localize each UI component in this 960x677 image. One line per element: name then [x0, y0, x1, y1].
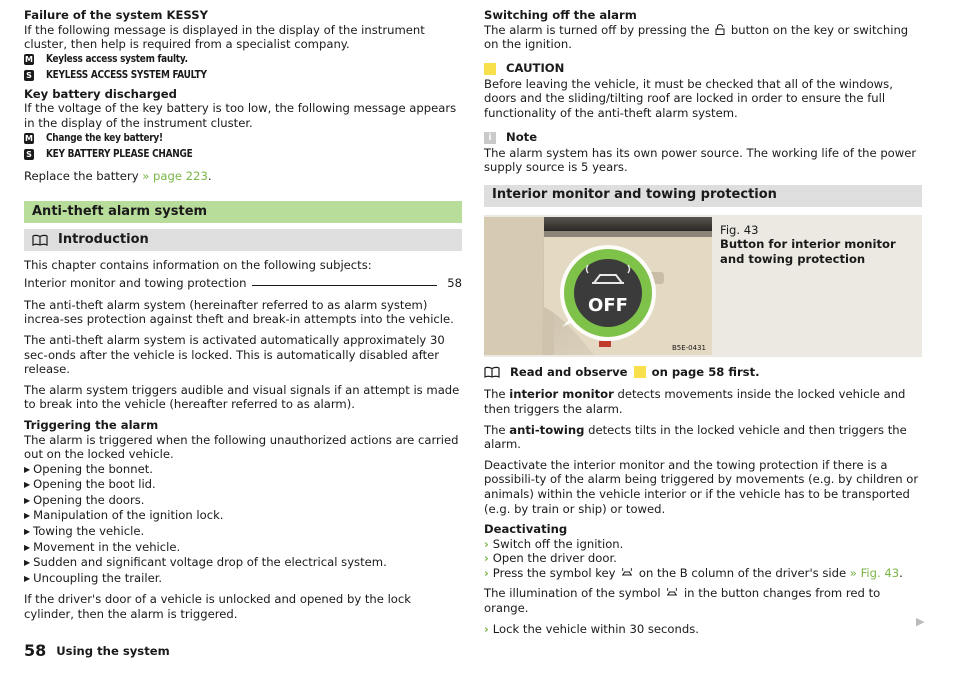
trigger-text: The alarm is triggered when the following unauthorized actions are carried out on the locked vehicle. — [24, 432, 459, 462]
caution-title: CAUTION — [506, 61, 565, 76]
figure-photo — [484, 217, 712, 355]
toc-page-number: 58 — [447, 276, 462, 291]
list-item: ▶ Sudden and significant voltage drop of the electrical system. — [24, 555, 387, 570]
step-item: › Press the symbol key on the B column of the driver's side » Fig. 43. — [484, 565, 903, 580]
section-title: Anti-theft alarm system — [32, 203, 208, 219]
battery-heading: Key battery discharged — [24, 86, 177, 101]
car-interior-photo — [484, 217, 712, 355]
caution-header — [484, 61, 922, 77]
list-item: ▶ Towing the vehicle. — [24, 524, 145, 539]
display-s-icon: S — [24, 149, 34, 160]
intro-text: This chapter contains information on the following subjects: — [24, 258, 372, 273]
illumination-para: The illumination of the symbol in the button changes from red to orange. — [484, 586, 881, 616]
deactivate-para: Deactivate the interior monitor and the towing protection if there is a possibili-ty of the alarm being triggered by movements (e.g. by children or animals) within the vehicle interior or if the vehicle has to be transported (e.g. by train or ship) or towed. — [484, 457, 919, 516]
car-alarm-symbol-icon — [666, 588, 678, 598]
caution-text: Before leaving the vehicle, it must be checked that all of the windows, doors and the sliding/tilting roof are locked in order to ensure the full functionality of the anti-theft alarm system. — [484, 76, 893, 120]
figure-43 — [484, 215, 922, 357]
footer-section: Using the system — [56, 644, 170, 658]
left-column — [24, 8, 462, 622]
list-item: ▶ Opening the bonnet. — [24, 461, 153, 476]
step-item: › Switch off the ignition. — [484, 536, 624, 551]
display-message-m — [24, 131, 462, 147]
kessy-text: If the following message is displayed in the display of the instrument cluster, then help is required from a specialist company. — [24, 22, 425, 52]
page-number: 58 — [24, 641, 47, 660]
toc-leader-line — [252, 285, 437, 286]
section-title: Interior monitor and towing protection — [492, 187, 777, 203]
lock-open-icon — [715, 24, 725, 35]
continue-arrow-icon: ▶ — [916, 615, 925, 628]
bullet-triangle-icon: ▶ — [24, 464, 31, 474]
note-title: Note — [506, 130, 538, 145]
off-button-label: OFF — [588, 294, 628, 316]
bullet-triangle-icon: ▶ — [24, 495, 31, 505]
trigger-list — [24, 462, 462, 587]
trigger-heading: Triggering the alarm — [24, 417, 159, 432]
figure-link[interactable]: » Fig. 43 — [849, 565, 900, 580]
paragraph: The anti-theft alarm system is activated automatically approximately 30 sec-onds after the vehicle is locked. This is automatically disabled after release. — [24, 332, 445, 377]
caution-icon — [634, 366, 646, 378]
bullet-triangle-icon: ▶ — [24, 542, 31, 552]
step-arrow-icon: › — [484, 621, 489, 636]
note-text: The alarm system has its own power source. The working life of the power supply source is 5 years. — [484, 145, 917, 175]
bullet-triangle-icon: ▶ — [24, 573, 31, 583]
figure-caption — [712, 215, 922, 357]
note-info-icon: i — [484, 132, 496, 144]
list-item: ▶ Opening the boot lid. — [24, 477, 156, 492]
section-title-bar — [24, 201, 462, 223]
switch-off-text: The alarm is turned off by pressing the button on the key or switching on the ignition. — [484, 22, 909, 52]
list-item: ▶ Manipulation of the ignition lock. — [24, 508, 224, 523]
paragraph: If the driver's door of a vehicle is unlocked and opened by the lock cylinder, then the alarm is triggered. — [24, 592, 411, 622]
book-icon — [32, 234, 48, 246]
caution-icon — [484, 63, 496, 75]
step-arrow-icon: › — [484, 551, 489, 566]
car-alarm-symbol-icon — [621, 568, 633, 578]
display-message-s — [24, 68, 462, 84]
bullet-triangle-icon: ▶ — [24, 558, 31, 568]
display-m-icon: M — [25, 134, 33, 144]
bullet-triangle-icon: ▶ — [24, 480, 31, 490]
intro-title: Introduction — [58, 231, 149, 247]
book-icon — [484, 366, 500, 378]
photo-code: B5E-0431 — [671, 343, 706, 352]
step-item: › Open the driver door. — [484, 551, 617, 566]
bullet-triangle-icon: ▶ — [24, 527, 31, 537]
switch-off-heading: Switching off the alarm — [484, 8, 637, 22]
list-item: ▶ Movement in the vehicle. — [24, 539, 181, 554]
note-header — [484, 130, 922, 146]
paragraph: The anti-theft alarm system (hereinafter referred to as alarm system) increa-ses protection against theft and break-in attempts into the vehicle. — [24, 297, 454, 327]
section-title-bar — [484, 185, 922, 207]
page-footer — [24, 641, 170, 660]
display-message-m — [24, 52, 462, 68]
toc-entry-label: Interior monitor and towing protection — [24, 276, 247, 291]
anti-towing-para: The anti-towing detects tilts in the locked vehicle and then triggers the alarm. — [484, 422, 907, 452]
message-text: KEYLESS ACCESS SYSTEM FAULTY — [46, 69, 207, 82]
message-text: Keyless access system faulty. — [46, 53, 188, 66]
read-observe-line: Read and observe on page 58 first. — [484, 365, 922, 380]
toc-entry[interactable] — [24, 276, 462, 292]
display-m-icon: M — [25, 55, 33, 65]
figure-caption-text: Button for interior monitor and towing protection — [720, 237, 896, 266]
battery-text: If the voltage of the key battery is too low, the following message appears in the display of the instrument cluster. — [24, 101, 457, 130]
replace-battery-line: Replace the battery » page 223. — [24, 168, 212, 183]
message-text: KEY BATTERY PLEASE CHANGE — [46, 148, 193, 161]
list-item: ▶ Opening the doors. — [24, 492, 145, 507]
step-arrow-icon: › — [484, 565, 489, 580]
step-item: › Lock the vehicle within 30 seconds. — [484, 621, 699, 636]
deactivating-heading: Deactivating — [484, 522, 568, 537]
right-column — [484, 8, 925, 636]
figure-number: Fig. 43 — [720, 222, 759, 237]
message-text: Change the key battery! — [46, 132, 163, 145]
kessy-heading: Failure of the system KESSY — [24, 8, 208, 22]
display-s-icon: S — [24, 70, 34, 81]
intro-bar — [24, 229, 462, 251]
bullet-triangle-icon: ▶ — [24, 511, 31, 521]
paragraph: The alarm system triggers audible and visual signals if an attempt is made to break into the vehicle (hereafter referred to as alarm). — [24, 382, 460, 412]
interior-monitor-para: The interior monitor detects movements inside the locked vehicle and then triggers the alarm. — [484, 387, 906, 416]
step-arrow-icon: › — [484, 536, 489, 551]
display-message-s — [24, 147, 462, 163]
list-item: ▶ Uncoupling the trailer. — [24, 570, 163, 585]
page-link[interactable]: » page 223 — [142, 168, 208, 183]
